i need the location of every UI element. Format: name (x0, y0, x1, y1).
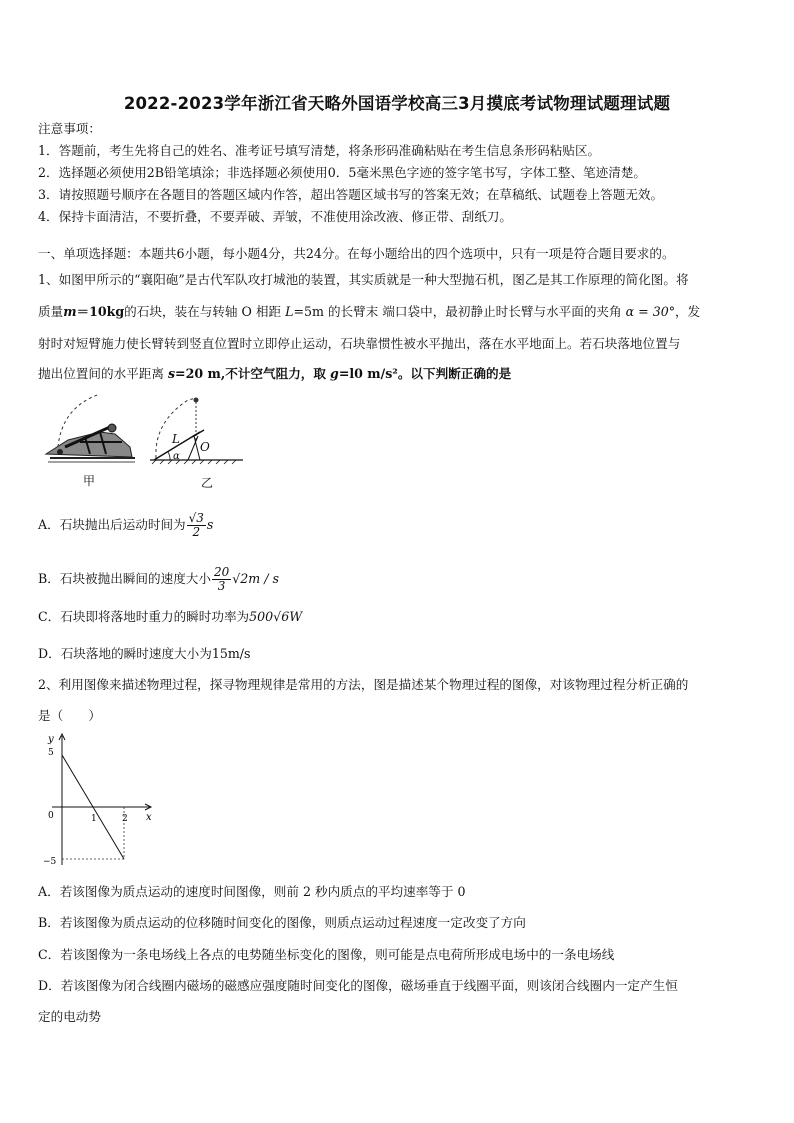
q1-stem-line-1: 1、如图甲所示的“襄阳砲”是古代军队攻打城池的装置，其实质就是一种大型抛石机，图乙是其工作原理的简化图。将 (38, 272, 689, 287)
figure-yi-length-label: L (172, 432, 180, 446)
q1-stem-line-3: 射时对短臂施力使长臂转到竖直位置时立即停止运动，石块靠惯性被水平抛出，落在水平地面上。若石块落地位置与 (38, 336, 681, 351)
notice-item-2: 2．选择题必须使用2B铅笔填涂；非选择题必须使用0．5毫米黑色字迹的签字笔书写，字体工整、笔迹清楚。 (38, 165, 647, 180)
y-tick-0: 0 (48, 811, 54, 821)
option-a-fraction (187, 512, 206, 539)
q1-stem-line-4 (38, 366, 511, 382)
page-title: 2022-2023学年浙江省天略外国语学校高三3月摸底考试物理试题理试题 (123, 94, 671, 113)
figure-yi-label: 乙 (201, 476, 214, 490)
data-line-segment (93, 807, 124, 859)
section-heading: 一、单项选择题：本题共6小题，每小题4分，共24分。在每小题给出的四个选项中，只有一项是符合题目要求的。 (38, 246, 675, 261)
q2-option-d-line-2: 定的电动势 (38, 1009, 101, 1024)
q1-angle: α = 30° (625, 304, 676, 319)
q1-mass-value: ＝10kg (76, 304, 125, 319)
q1-stem-line-2 (38, 304, 700, 320)
figure-jia-catapult (40, 392, 140, 472)
notice-item-3: 3．请按照题号顺序在各题目的答题区域内作答，超出答题区域书写的答案无效；在草稿纸、试题卷上答题无效。 (38, 187, 664, 202)
q1-gravity-symbol: g (330, 366, 339, 381)
q1-text: =5m 的长臂末 端口袋中，最初静止时长臂与水平面的夹角 (293, 304, 622, 319)
q2-option-d-line-1[interactable]: D．若该图像为闭合线圈内磁场的磁感应强度随时间变化的图像，磁场垂直于线圈平面，则该闭合线圈内一定产生恒 (38, 978, 678, 993)
q2-graph (40, 730, 170, 870)
q2-stem-line-1: 2、利用图像来描述物理过程，探寻物理规律是常用的方法，图是描述某个物理过程的图像，对该物理过程分析正确的 (38, 677, 689, 692)
fraction-denominator: 3 (217, 579, 226, 593)
q1-text: =l0 m/s²。以下判断正确的是 (338, 366, 512, 381)
option-a-text: A．石块抛出后运动时间为 (38, 517, 186, 532)
x-tick-1: 1 (91, 814, 97, 824)
fraction-denominator: 2 (192, 525, 201, 539)
figure-yi-angle-label: α (173, 451, 180, 462)
q1-length-symbol: L (285, 304, 294, 319)
q1-option-a[interactable] (38, 512, 213, 539)
data-line-segment (62, 755, 93, 807)
fraction-numerator: 20 (213, 565, 230, 579)
figure-yi-schematic (148, 392, 248, 472)
option-a-unit: s (206, 517, 214, 532)
q2-stem-line-2: 是（ ） (38, 708, 101, 723)
q1-mass-symbol: m (63, 304, 77, 319)
notice-heading: 注意事项： (38, 121, 101, 136)
q1-text: 抛出位置间的水平距离 (38, 366, 164, 381)
y-tick-5: 5 (48, 748, 54, 758)
q1-option-d[interactable]: D．石块落地的瞬时速度大小为15m/s (38, 646, 251, 661)
y-tick-neg5: −5 (43, 857, 57, 867)
q1-option-b[interactable] (38, 566, 279, 593)
q1-text: =20 m,不计空气阻力，取 (175, 366, 326, 381)
option-c-value: 500√6W (249, 609, 303, 624)
notice-item-1: 1．答题前，考生先将自己的姓名、准考证号填写清楚，将条形码准确粘贴在考生信息条形码粘贴区。 (38, 143, 601, 158)
figure-yi-axis-label: O (200, 440, 210, 454)
notice-item-4: 4．保持卡面清洁，不要折叠，不要弄破、弄皱，不准使用涂改液、修正带、刮纸刀。 (38, 209, 512, 224)
x-axis-label: x (146, 812, 152, 823)
q1-text: ，发 (675, 304, 701, 319)
q1-distance-symbol: s (167, 366, 176, 381)
option-b-text: B．石块被抛出瞬间的速度大小 (38, 571, 211, 586)
figure-jia-label: 甲 (83, 474, 96, 488)
q2-option-c[interactable]: C．若该图像为一条电场线上各点的电势随坐标变化的图像，则可能是点电荷所形成电场中的一条电场线 (38, 947, 615, 962)
option-c-text: C．石块即将落地时重力的瞬时功率为 (38, 609, 250, 624)
x-tick-2: 2 (122, 814, 128, 824)
option-b-unit: √2m / s (232, 571, 279, 586)
q2-option-a[interactable]: A．若该图像为质点运动的速度时间图像，则前 2 秒内质点的平均速率等于 0 (38, 884, 466, 899)
y-axis-label: y (48, 734, 54, 745)
q2-option-b[interactable]: B．若该图像为质点运动的位移随时间变化的图像，则质点运动过程速度一定改变了方向 (38, 915, 526, 930)
q1-text: 质量 (38, 304, 64, 319)
q1-option-c[interactable] (38, 609, 302, 625)
q1-text: 的石块，装在与转轴 O 相距 (124, 304, 282, 319)
option-b-fraction (212, 566, 231, 593)
fraction-numerator: √3 (188, 511, 204, 525)
